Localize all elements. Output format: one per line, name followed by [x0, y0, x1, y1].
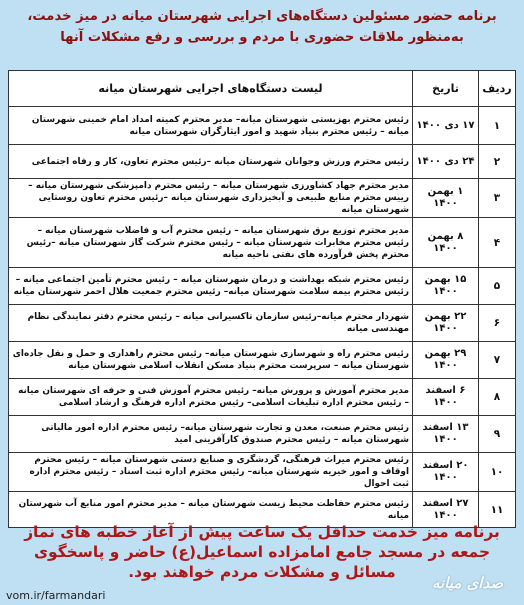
row-agencies: رئیس محترم شبکه بهداشت و درمان شهرستان میانه – رئیس محترم تأمین اجتماعی میانه – رئیس محترم بیمه سلامت شهرستان میانه– رئیس محترم جمعیت هلال احمر شهرستان میانه: [9, 268, 413, 305]
row-agencies: رئیس محترم میراث فرهنگی، گردشگری و صنایع دستی شهرستان میانه – رئیس محترم اوقاف و امور خیریه شهرستان میانه– رئیس محترم اداره ثبت اسناد – رئیس محترم اداره ثبت احوال: [9, 453, 413, 492]
row-date: ۲۴ دی ۱۴۰۰: [413, 145, 479, 179]
footer-line-2: جمعه در مسجد جامع امامزاده اسماعیل(ع) حاضر و پاسخگوی: [33, 543, 491, 561]
row-number: ۸: [479, 379, 516, 416]
table-row: [9, 305, 516, 342]
row-date: ۲۲ بهمن ۱۴۰۰: [413, 305, 479, 342]
row-date: ۱۳ اسفند ۱۴۰۰: [413, 416, 479, 453]
header-row-number: ردیف: [479, 71, 516, 107]
row-date: ۲۰ اسفند ۱۴۰۰: [413, 453, 479, 492]
table-row: [9, 453, 516, 492]
row-agencies: رئیس محترم راه و شهرسازی شهرستان میانه– رئیس محترم راهداری و حمل و نقل جاده‌ای شهرستان میانه – سرپرست محترم بنیاد مسکن انقلاب اسلامی شهرستان میانه: [9, 342, 413, 379]
header-date: تاریخ: [413, 71, 479, 107]
title-line-2: به‌منظور ملاقات حضوری با مردم و بررسی و رفع مشکلات آنها: [60, 30, 464, 45]
row-date: ۸ بهمن ۱۴۰۰: [413, 218, 479, 268]
table-row: [9, 342, 516, 379]
table-row: [9, 218, 516, 268]
row-number: ۳: [479, 179, 516, 218]
header-agencies: لیست دستگاه‌های اجرایی شهرستان میانه: [9, 71, 413, 107]
row-agencies: رئیس محترم حفاظت محیط زیست شهرستان میانه – مدیر محترم امور منابع آب شهرستان میانه: [9, 492, 413, 528]
footer-note: [6, 522, 518, 582]
row-number: ۵: [479, 268, 516, 305]
table-row: [9, 145, 516, 179]
page-title: [6, 6, 518, 48]
table-row: [9, 268, 516, 305]
table-header-row: [9, 71, 516, 107]
source-url: vom.ir/farmandari: [6, 589, 106, 602]
footer-line-1: برنامه میز خدمت حداقل یک ساعت پیش از آغاز خطبه های نماز: [24, 523, 500, 541]
table-row: [9, 179, 516, 218]
row-number: ۶: [479, 305, 516, 342]
row-number: ۱: [479, 107, 516, 145]
row-number: ۴: [479, 218, 516, 268]
row-date: ۲۷ اسفند ۱۴۰۰: [413, 492, 479, 528]
row-agencies: رئیس محترم بهزیستی شهرستان میانه– مدیر محترم کمیته امداد امام خمینی شهرستان میانه – رئیس محترم بنیاد شهید و امور ایثارگران شهرستان میانه: [9, 107, 413, 145]
row-date: ۱۵ بهمن ۱۴۰۰: [413, 268, 479, 305]
row-number: ۹: [479, 416, 516, 453]
row-agencies: شهردار محترم میانه–رئیس سازمان تاکسیرانی میانه – رئیس محترم دفتر نمایندگی نظام مهندسی میانه: [9, 305, 413, 342]
row-date: ۱۷ دی ۱۴۰۰: [413, 107, 479, 145]
row-number: ۷: [479, 342, 516, 379]
schedule-table: [8, 70, 516, 528]
table-row: [9, 416, 516, 453]
footer-line-3: مسائل و مشکلات مردم خواهند بود.: [128, 563, 396, 581]
table-row: [9, 379, 516, 416]
row-date: ۶ اسفند ۱۴۰۰: [413, 379, 479, 416]
row-number: ۱۱: [479, 492, 516, 528]
table-row: [9, 107, 516, 145]
row-date: ۲۹ بهمن ۱۴۰۰: [413, 342, 479, 379]
row-agencies: رئیس محترم ورزش وجوانان شهرستان میانه –رئیس محترم تعاون، کار و رفاه اجتماعی: [9, 145, 413, 179]
watermark-logo: صدای میانه: [432, 574, 504, 592]
row-number: ۲: [479, 145, 516, 179]
row-agencies: مدیر محترم جهاد کشاورزی شهرستان میانه – رئیس محترم دامپزشکی شهرستان میانه – رییس محترم منابع طبیعی و آبخیزداری شهرستان میانه –رئیس محترم تعاون روستایی شهرستان میانه: [9, 179, 413, 218]
row-number: ۱۰: [479, 453, 516, 492]
row-agencies: رئیس محترم صنعت، معدن و تجارت شهرستان میانه– رئیس محترم اداره امور مالیاتی شهرستان میانه – رئیس محترم صندوق کارآفرینی امید: [9, 416, 413, 453]
title-line-1: برنامه حضور مسئولین دستگاه‌های اجرایی شهرستان میانه در میز خدمت،: [27, 9, 497, 24]
row-agencies: مدیر محترم توزیع برق شهرستان میانه – رئیس محترم آب و فاضلاب شهرستان میانه – رئیس محترم مخابرات شهرستان میانه – رئیس محترم شرکت گاز شهرستان میانه –رئیس محترم پخش فرآورده های نفتی ناحیه میانه: [9, 218, 413, 268]
row-date: ۱ بهمن ۱۴۰۰: [413, 179, 479, 218]
row-agencies: مدیر محترم آموزش و پرورش میانه– رئیس محترم آموزش فنی و حرفه ای شهرستان میانه – رئیس محترم اداره تبلیغات اسلامی– رئیس محترم اداره فرهنگ و ارشاد اسلامی: [9, 379, 413, 416]
